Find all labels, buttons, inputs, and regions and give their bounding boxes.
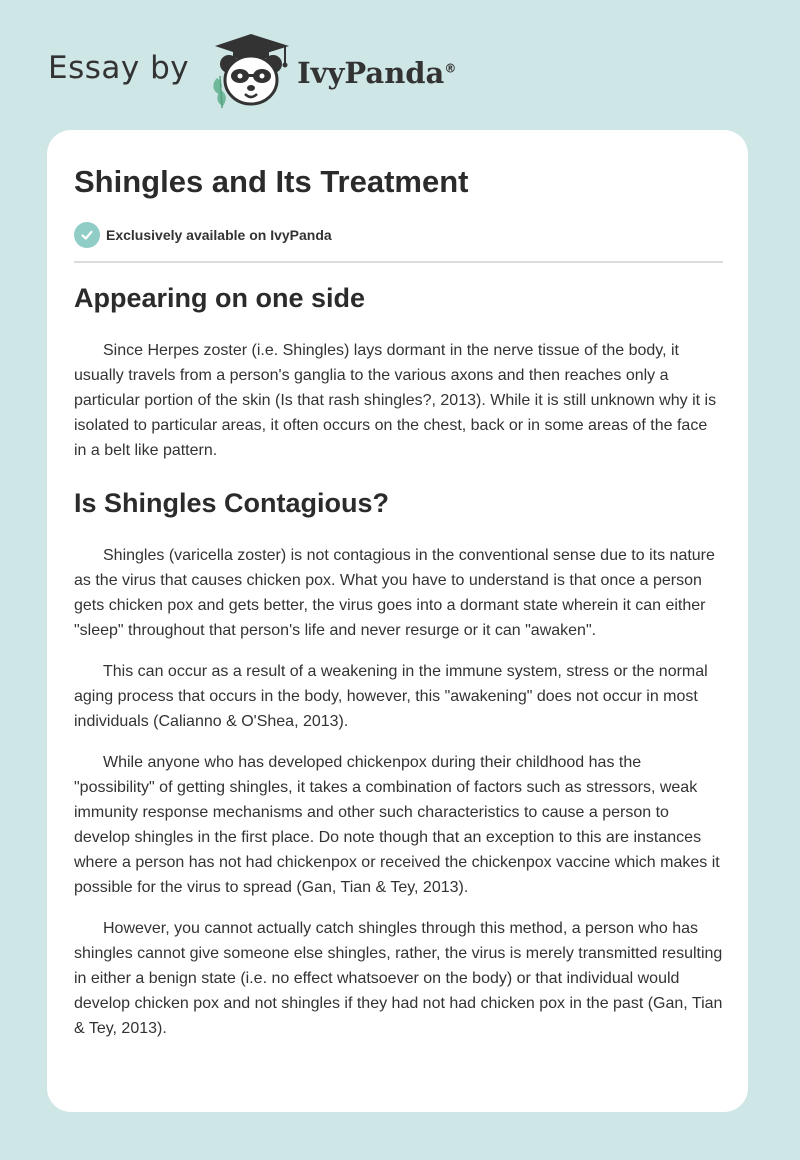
paragraph: This can occur as a result of a weakening in the immune system, stress or the normal aging process that occurs in the body, however, this "awakening" does not occur in most individuals (Calianno & O'Shea, 2013). [74,662,708,730]
brand-name[interactable] [297,56,456,90]
title-divider [74,261,723,263]
article-title: Shingles and Its Treatment [74,164,469,199]
exclusive-badge-label: Exclusively available on IvyPanda [106,227,332,243]
paragraph: Since Herpes zoster (i.e. Shingles) lays dormant in the nerve tissue of the body, it usually travels from a person's ganglia to the various axons and then reaches only a particular portion of the skin (Is that rash shingles?, 2013). While it is still unknown why it is isolated to particular areas, it often occurs on the chest, back or in some areas of the face in a belt like pattern. [74,341,717,459]
exclusive-badge [74,222,332,248]
article-card [47,130,748,1112]
check-icon [74,222,100,248]
brand-name-text: IvyPanda [297,56,445,90]
panda-logo-icon[interactable] [205,30,293,110]
paragraph: However, you cannot actually catch shingles through this method, a person who has shingles cannot give someone else shingles, rather, the virus is merely transmitted resulting in either a benign state (i.e. no effect whatsoever on the body) or that individual would develop chicken pox and not shingles if they had not had chicken pox in the past (Gan, Tian & Tey, 2013). [74,919,723,1037]
registered-mark: ® [444,61,457,76]
section-heading-appearing: Appearing on one side [74,283,366,313]
section-heading-contagious: Is Shingles Contagious? [74,487,390,518]
paragraph: While anyone who has developed chickenpox during their childhood has the "possibility" of getting shingles, it takes a combination of factors such as stressors, weak immunity response mechanisms and other such characteristics to cause a person to develop shingles in the first place. Do note though that an exception to this are instances where a person has not had chickenpox or received the chickenpox vaccine which makes it possible for the virus to spread (Gan, Tian & Tey, 2013). [74,753,720,896]
article-content [74,282,723,1057]
brand-prefix: Essay by [48,50,190,86]
brand-header [48,30,456,110]
paragraph: Shingles (varicella zoster) is not contagious in the conventional sense due to its nature as the virus that causes chicken pox. What you have to understand is that once a person gets chicken pox and gets better, the virus goes into a dormant state wherein it can either "sleep" throughout that person's life and never resurge or it can "awaken". [74,546,715,639]
